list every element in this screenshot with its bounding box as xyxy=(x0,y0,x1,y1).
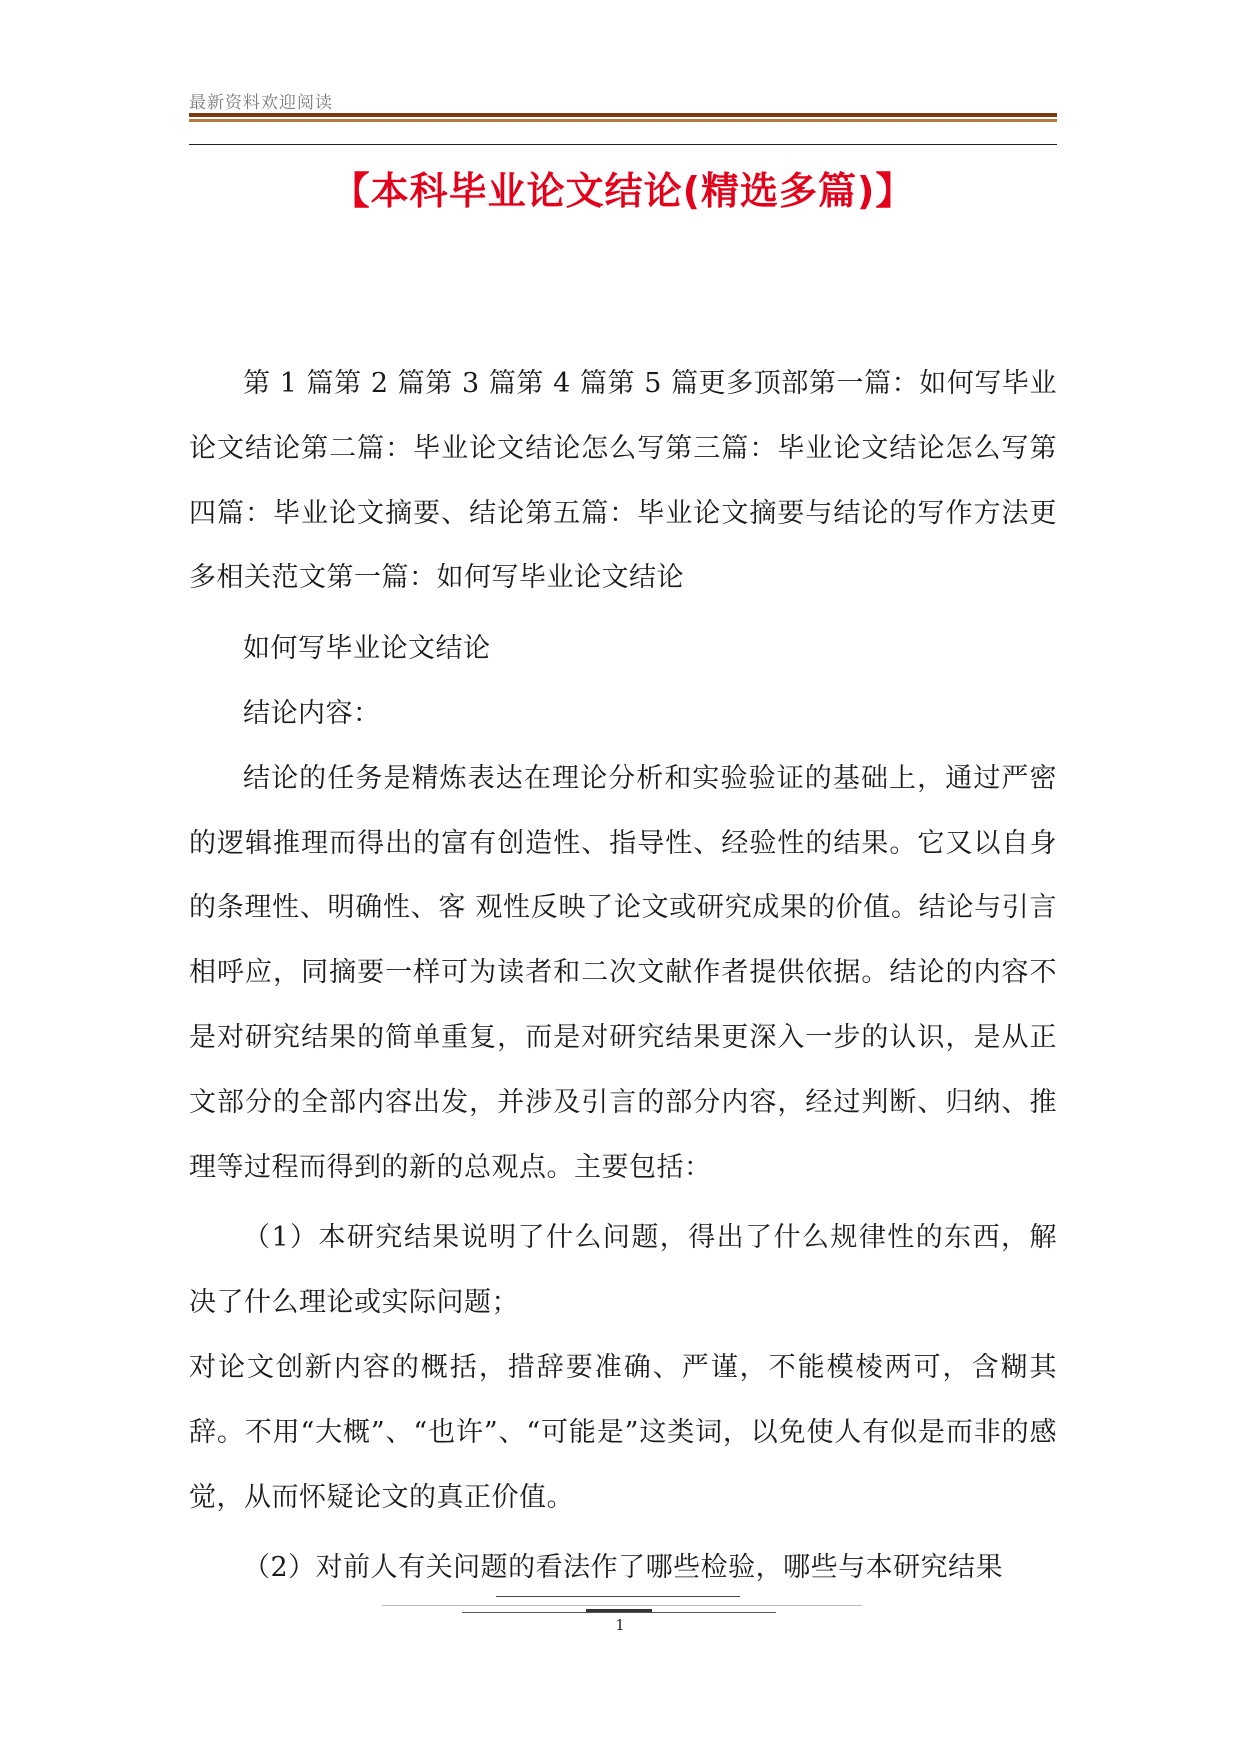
header-rule-thick xyxy=(189,113,1057,117)
page-number: 1 xyxy=(615,1616,625,1634)
paragraph-item-2: （2）对前人有关问题的看法作了哪些检验，哪些与本研究结果 xyxy=(243,1552,1004,1584)
header-rule-accent xyxy=(189,119,1057,122)
paragraph-conclusion-task: 结论的任务是精炼表达在理论分析和实验验证的基础上，通过严密的逻辑推理而得出的富有创造性、指导性、经验性的结果。它又以自身的条理性、明确性、客 观性反映了论文或研究成果的价值。结论与引言相呼应，同摘要一样可为读者和二次文献作者提供依据。结论的内容不是对研究结果的简单重复，而是对研究结果更深入一步的认识，是从正文部分的全部内容出发，并涉及引言的部分内容，经过判断、归纳、推理等过程而得到的新的总观点。主要包括： xyxy=(189,762,1057,1183)
paragraph-heading-content: 结论内容： xyxy=(243,697,381,729)
footer-rule-lower xyxy=(462,1612,776,1613)
footer-mark xyxy=(586,1609,652,1612)
document-body xyxy=(189,352,1057,1601)
paragraph-innovation-summary: 对论文创新内容的概括，措辞要准确、严谨，不能模棱两可，含糊其辞。不用“大概”、“也许”、“可能是”这类词，以免使人有似是而非的感觉，从而怀疑论文的真正价值。 xyxy=(189,1351,1057,1513)
paragraph-toc: 第 1 篇第 2 篇第 3 篇第 4 篇第 5 篇更多顶部第一篇：如何写毕业论文结论第二篇：毕业论文结论怎么写第三篇：毕业论文结论怎么写第四篇：毕业论文摘要、结论第五篇：毕业论文摘要与结论的写作方法更多相关范文第一篇：如何写毕业论文结论 xyxy=(189,368,1057,594)
header-rule-thin xyxy=(189,144,1057,145)
page-header-text: 最新资料欢迎阅读 xyxy=(189,93,333,113)
footer-rule-middle xyxy=(382,1605,862,1606)
paragraph-heading-how-to-write: 如何写毕业论文结论 xyxy=(243,633,491,665)
paragraph-item-1: （1）本研究结果说明了什么问题，得出了什么规律性的东西，解决了什么理论或实际问题； xyxy=(189,1222,1057,1319)
footer-rule-top xyxy=(496,1596,740,1597)
document-title: 【本科毕业论文结论(精选多篇)】 xyxy=(331,169,915,213)
